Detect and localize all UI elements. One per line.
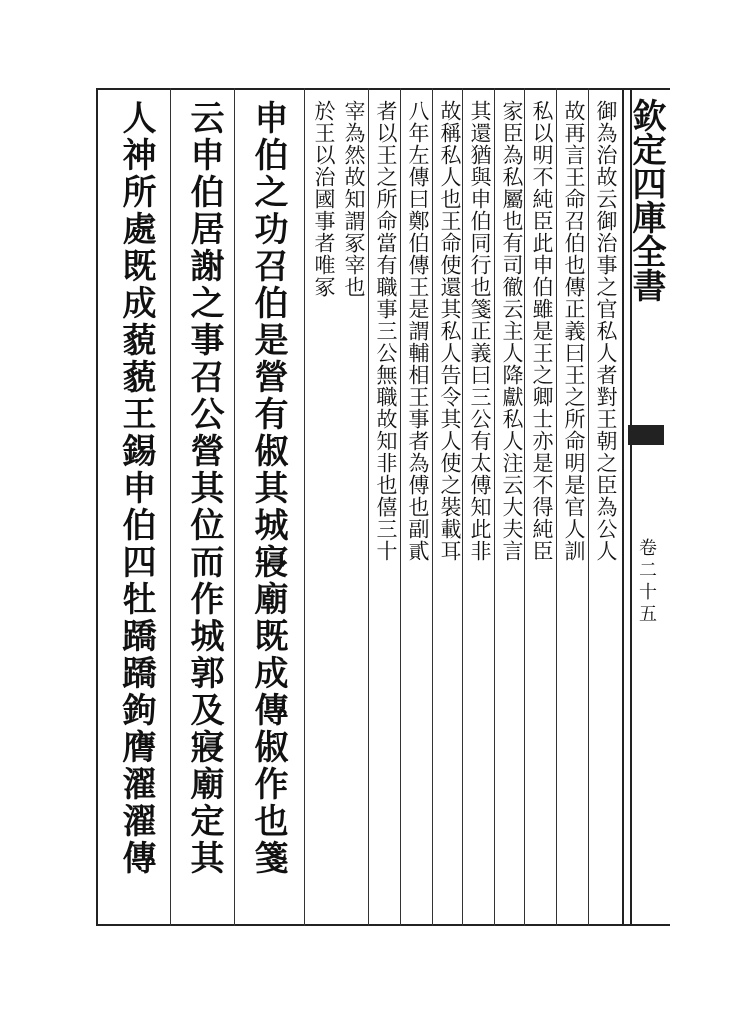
text-column: 八年左傳曰鄭伯傳王是謂輔相王事者為傅也副貳 <box>406 100 430 562</box>
text-column: 者以王之所命當有職事三公無職故知非也僖三十 <box>374 100 398 562</box>
text-column: 於王以治國事者唯冢 <box>312 100 336 298</box>
text-column: 故再言王命召伯也傳正義曰王之所命明是官人訓 <box>562 100 586 562</box>
volume-label: 卷二十五 <box>636 538 657 626</box>
page-header <box>622 88 670 926</box>
main-text-column: 人神所處既成藐藐王錫申伯四牡蹻蹻鉤膺濯濯傳 <box>116 100 156 877</box>
fishtail-mark <box>628 425 664 445</box>
text-column: 宰為然故知謂冢宰也 <box>342 100 366 298</box>
column-divider <box>234 88 235 926</box>
text-column: 故稱私人也王命使還其私人告令其人使之裝載耳 <box>438 100 462 562</box>
column-divider <box>170 88 171 926</box>
main-text-column: 云申伯居謝之事召公營其位而作城郭及寢廟定其 <box>184 100 224 877</box>
text-column: 御為治故云御治事之官私人者對王朝之臣為公人 <box>594 100 618 562</box>
running-title: 欽定四庫全書 <box>626 98 666 302</box>
main-text-column: 申伯之功召伯是營有俶其城寢廟既成傳俶作也箋 <box>248 100 288 877</box>
column-divider <box>304 88 305 926</box>
text-column: 私以明不純臣此申伯雖是王之卿士亦是不得純臣 <box>530 100 554 562</box>
text-column: 家臣為私屬也有司徹云主人降獻私人注云大夫言 <box>500 100 524 562</box>
text-column: 其還猶與申伯同行也箋正義曰三公有太傅知此非 <box>468 100 492 562</box>
